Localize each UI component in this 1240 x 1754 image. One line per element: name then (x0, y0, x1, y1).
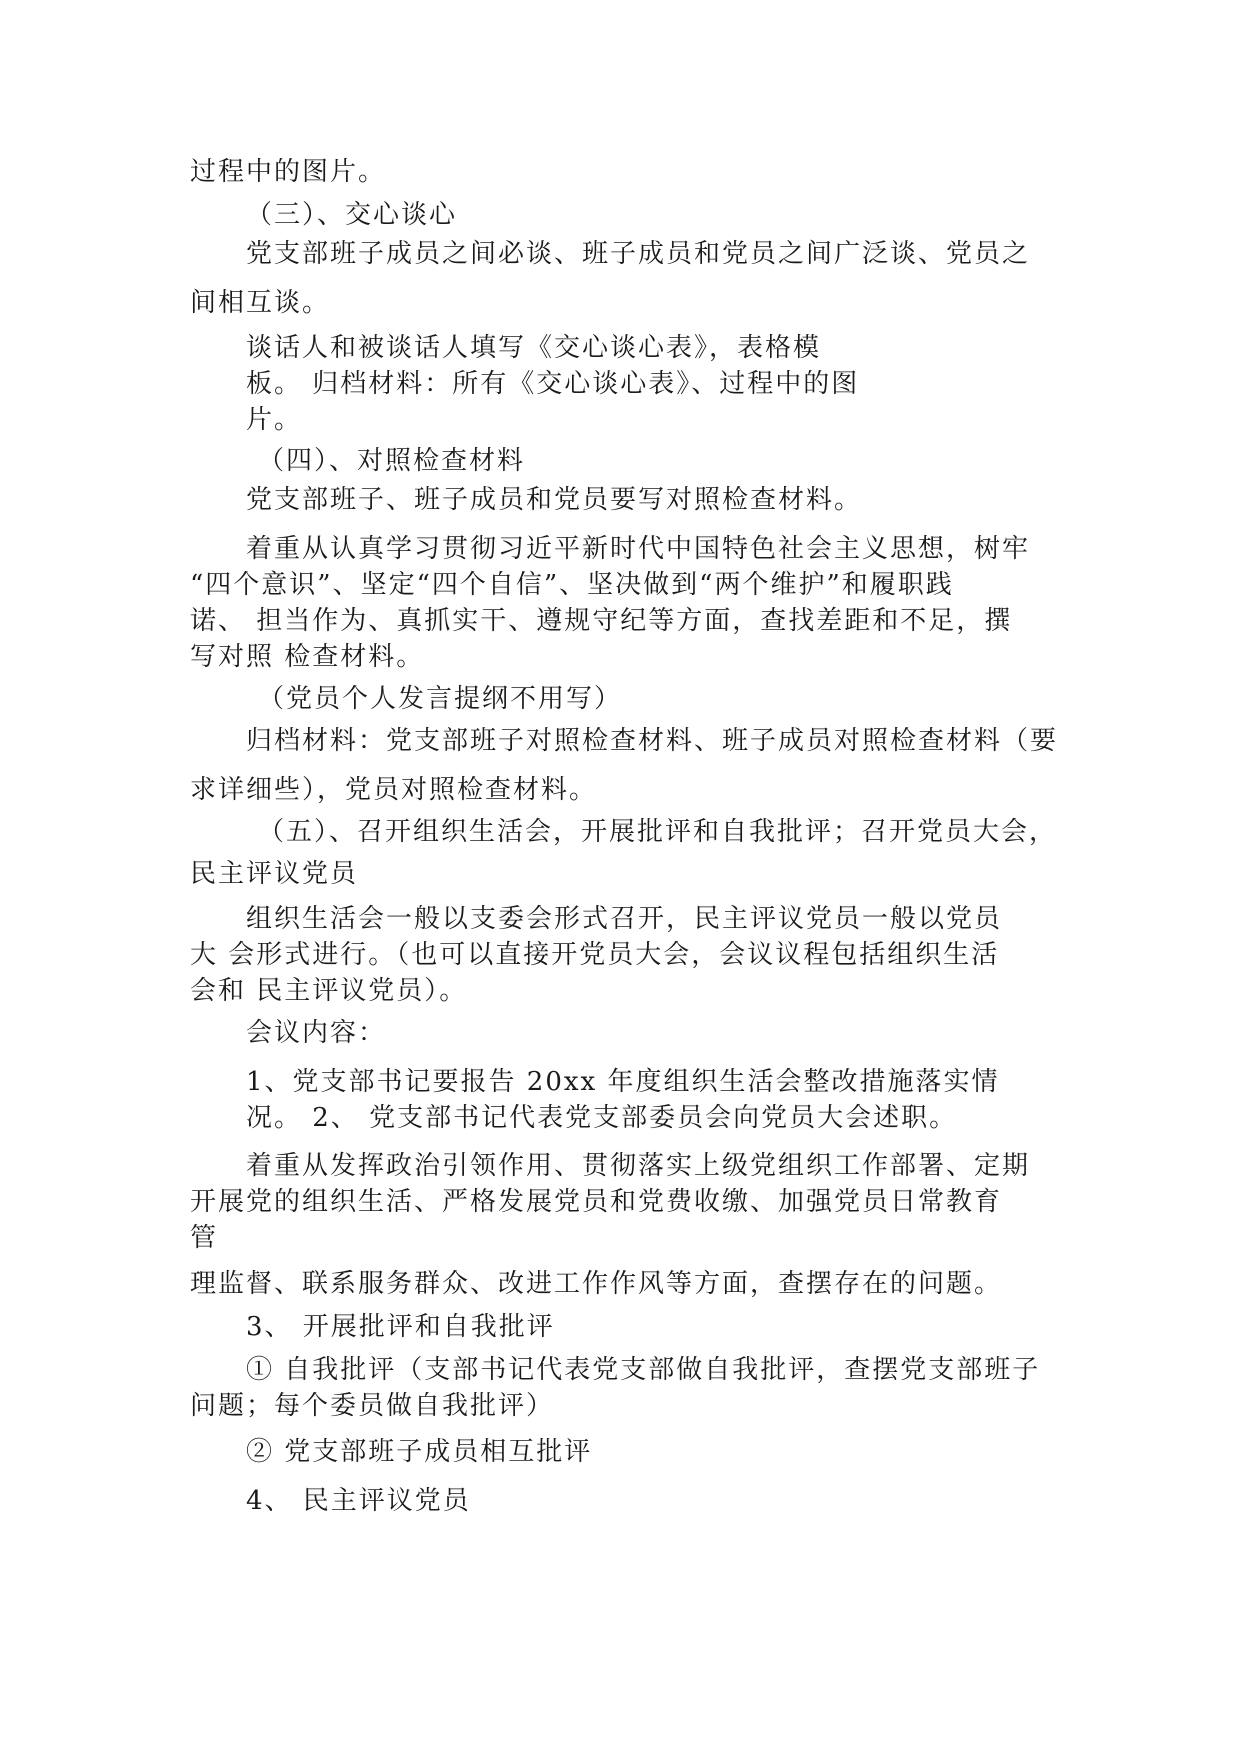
text-line: 会议内容： (246, 1018, 387, 1048)
text-line: 诺、 担当作为、真抓实干、遵规守纪等方面，查找差距和不足，撰 (190, 606, 1013, 636)
text-line: 组织生活会一般以支委会形式召开，民主评议党员一般以党员 (246, 904, 1003, 934)
section-heading-4: （四）、对照检查材料 (258, 446, 526, 476)
text-line: （党员个人发言提纲不用写） (258, 684, 623, 714)
text-line: 开展党的组织生活、严格发展党员和党费收缴、加强党员日常教育 (190, 1187, 1003, 1217)
text-line: “四个意识”、坚定“四个自信”、坚决做到“两个维护”和履职践 (190, 570, 954, 600)
text-line: 大 会形式进行。（也可以直接开党员大会，会议议程包括组织生活 (190, 940, 1000, 970)
text-line: 况。 2、 党支部书记代表党支部委员会向党员大会述职。 (246, 1103, 958, 1133)
text-line: 问题；每个委员做自我批评） (190, 1391, 555, 1421)
text-line: 归档材料：党支部班子对照检查材料、班子成员对照检查材料（要 (246, 726, 1059, 756)
text-line: 过程中的图片。 (190, 157, 387, 187)
list-item-circled-2: ② 党支部班子成员相互批评 (246, 1437, 593, 1467)
text-line: 着重从发挥政治引领作用、贯彻落实上级党组织工作部署、定期 (246, 1151, 1031, 1181)
text-line: 间相互谈。 (190, 288, 331, 318)
text-line: 谈话人和被谈话人填写《交心谈心表》，表格模 (246, 333, 822, 363)
text-line: 理监督、联系服务群众、改进工作作风等方面，查摆存在的问题。 (190, 1269, 1003, 1299)
text-line: 片。 (246, 405, 303, 435)
text-line: 党支部班子、班子成员和党员要写对照检查材料。 (246, 485, 863, 515)
text-line: 党支部班子成员之间必谈、班子成员和党员之间广泛谈、党员之 (246, 239, 1031, 269)
text-line: 1、党支部书记要报告 20xx 年度组织生活会整改措施落实情 (246, 1067, 1000, 1097)
text-line: 板。 归档材料：所有《交心谈心表》、过程中的图 (246, 369, 860, 399)
text-line: 着重从认真学习贯彻习近平新时代中国特色社会主义思想，树牢 (246, 534, 1031, 564)
list-item-circled-1: ① 自我批评（支部书记代表党支部做自我批评，查摆党支部班子 (246, 1355, 1041, 1385)
text-line: 求详细些），党员对照检查材料。 (190, 775, 598, 805)
list-item-3: 3、 开展批评和自我批评 (246, 1312, 555, 1342)
text-line: 管 (190, 1223, 219, 1253)
text-line: 会和 民主评议党员）。 (190, 976, 468, 1006)
list-item-4: 4、 民主评议党员 (246, 1486, 471, 1516)
section-heading-5: （五）、召开组织生活会，开展批评和自我批评；召开党员大会， (258, 817, 1058, 847)
text-line: 写对照 检查材料。 (190, 642, 425, 672)
section-heading-5-cont: 民主评议党员 (190, 859, 359, 889)
section-heading-3: （三）、交心谈心 (246, 200, 458, 230)
